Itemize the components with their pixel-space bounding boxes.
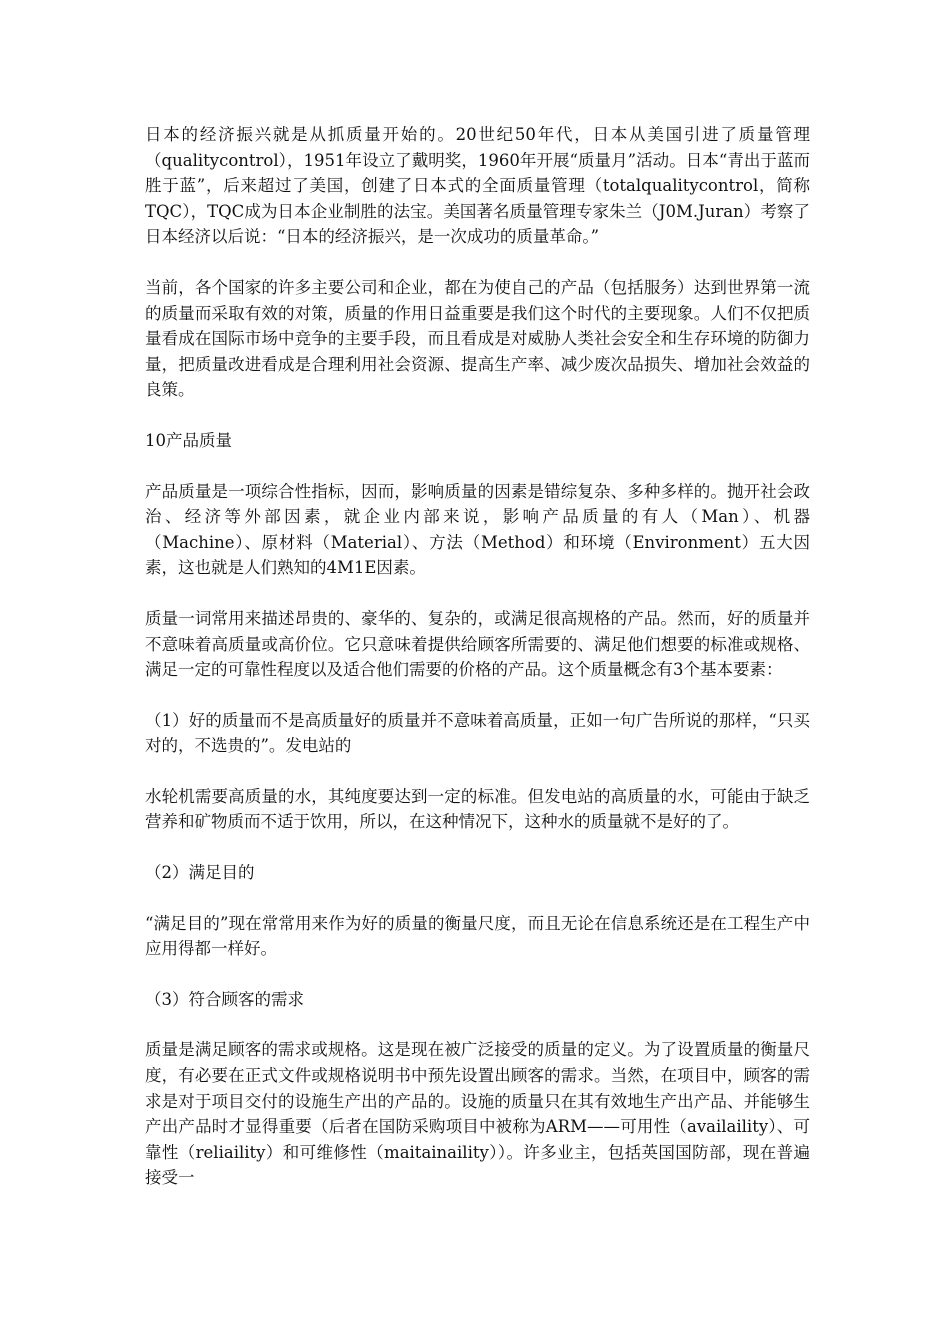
paragraph-turbine-water: 水轮机需要高质量的水，其纯度要达到一定的标准。但发电站的高质量的水，可能由于缺乏营养和矿物质而不适于饮用，所以，在这种情况下，这种水的质量就不是好的了。 [145, 786, 810, 832]
paragraph-4m1e-factors: 产品质量是一项综合性指标，因而，影响质量的因素是错综复杂、多种多样的。抛开社会政治、经济等外部因素，就企业内部来说，影响产品质量的有人（Man）、机器（Machine）、原材料（Material）、方法（Method）和环境（Environment）五大因素，这也就是人们熟知的4M1E因素。 [145, 481, 810, 578]
paragraph-element-3-heading: （3）符合顾客的需求 [145, 989, 304, 1009]
document-body [145, 122, 810, 1191]
paragraph-quality-concept: 质量一词常用来描述昂贵的、豪华的、复杂的，或满足很高规格的产品。然而，好的质量并不意味着高质量或高价位。它只意味着提供给顾客所需要的、满足他们想要的标准或规格、满足一定的可靠性程度以及适合他们需要的价格的产品。这个质量概念有3个基本要素： [145, 608, 810, 680]
paragraph-element-1: （1）好的质量而不是高质量好的质量并不意味着高质量，正如一句广告所说的那样，“只买对的，不选贵的”。发电站的 [145, 710, 810, 756]
paragraph-fit-for-purpose: “满足目的”现在常常用来作为好的质量的衡量尺度，而且无论在信息系统还是在工程生产中应用得都一样好。 [145, 913, 810, 959]
paragraph-japan-quality: 日本的经济振兴就是从抓质量开始的。20世纪50年代，日本从美国引进了质量管理（qualitycontrol），1951年设立了戴明奖，1960年开展“质量月”活动。日本“青出于蓝而胜于蓝”，后来超过了美国，创建了日本式的全面质量管理（totalqualitycontrol，简称TQC），TQC成为日本企业制胜的法宝。美国著名质量管理专家朱兰（J0M.Juran）考察了日本经济以后说：“日本的经济振兴，是一次成功的质量革命。” [145, 125, 810, 247]
section-heading-product-quality: 10产品质量 [145, 430, 232, 450]
paragraph-element-2-heading: （2）满足目的 [145, 863, 255, 883]
paragraph-current-situation: 当前，各个国家的许多主要公司和企业，都在为使自己的产品（包括服务）达到世界第一流的质量而采取有效的对策，质量的作用日益重要是我们这个时代的主要现象。人们不仅把质量看成在国际市场中竞争的主要手段，而且看成是对威胁人类社会安全和生存环境的防御力量，把质量改进看成是合理利用社会资源、提高生产率、减少废次品损失、增加社会效益的良策。 [145, 277, 810, 400]
paragraph-customer-requirements: 质量是满足顾客的需求或规格。这是现在被广泛接受的质量的定义。为了设置质量的衡量尺度，有必要在正式文件或规格说明书中预先设置出顾客的需求。当然，在项目中，顾客的需求是对于项目交付的设施生产出的产品的。设施的质量只在其有效地生产出产品、并能够生产出产品时才显得重要（后者在国防采购项目中被称为ARM——可用性（availaility）、可靠性（reliaility）和可维修性（maitainaility））。许多业主，包括英国国防部，现在普遍接受一 [145, 1040, 810, 1188]
